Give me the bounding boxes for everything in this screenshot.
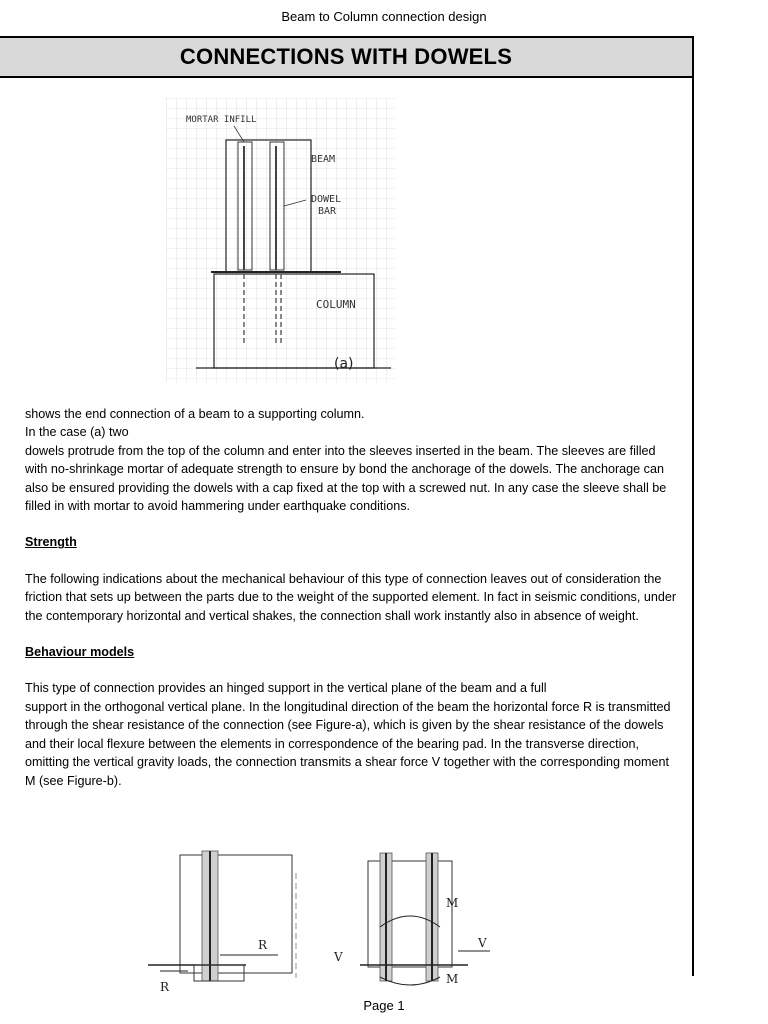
label-r-lower: R [160,980,170,994]
label-v-right: V [478,936,487,950]
page-title: CONNECTIONS WITH DOWELS [0,38,692,78]
intro-paragraph: dowels protrude from the top of the column and enter into the sleeves inserted in the beam. The sleeves are filled with no-shrinkage mortar of adequate strength to ensure by bond the anchorage of the dowels. The anchorage can also be ensured providing the dowels with a cap fixed at the top with a screwed nut. In any case the sleeve shall be filled in with mortar to avoid hammering under earthquake conditions. [25,443,667,514]
intro-line-2: In the case (a) two [25,425,129,440]
label-v-left: V [334,950,343,964]
page-footer: Page 1 [363,998,405,1013]
intro-line-1: shows the end connection of a beam to a supporting column. [25,407,365,421]
label-m-lower: M [446,972,459,986]
label-mortar-infill: MORTAR INFILL [186,115,257,125]
behaviour-line-1: This type of connection provides an hinged support in the vertical plane of the beam and a full [25,681,547,696]
label-dowel: DOWEL [311,194,342,205]
label-column: COLUMN [316,298,356,311]
label-r-upper: R [258,938,268,952]
page-frame [0,36,694,994]
strength-heading: Strength [25,535,77,550]
page-header: Beam to Column connection design [281,9,487,24]
behaviour-heading: Behaviour models [25,645,135,660]
label-beam: BEAM [311,154,336,165]
body-text [25,405,680,790]
figure-a-drawing [166,98,396,383]
figure-b-drawing [128,843,508,994]
strength-paragraph: The following indications about the mechanical behaviour of this type of connection leaves out of consideration the friction that sets up between the parts due to the weight of the supported element. In fact in seismic conditions, under the contemporary horizontal and vertical shakes, the connection shall work instantly also in absence of weight. [25,571,677,623]
label-caption-a: (a) [334,356,354,372]
label-bar: BAR [318,206,337,217]
label-m-upper: M [446,896,459,910]
behaviour-paragraph: support in the orthogonal vertical plane. In the longitudinal direction of the beam the horizontal force R is transmitted through the shear resistance of the connection (see Figure-a), which is given by the shear resistance of the dowels and their local flexure between the elements in correspondence of the bearing pad. In the transverse direction, omitting the vertical gravity loads, the connection transmits a shear force V together with the corresponding moment M (see Figure-b). [25,699,671,788]
